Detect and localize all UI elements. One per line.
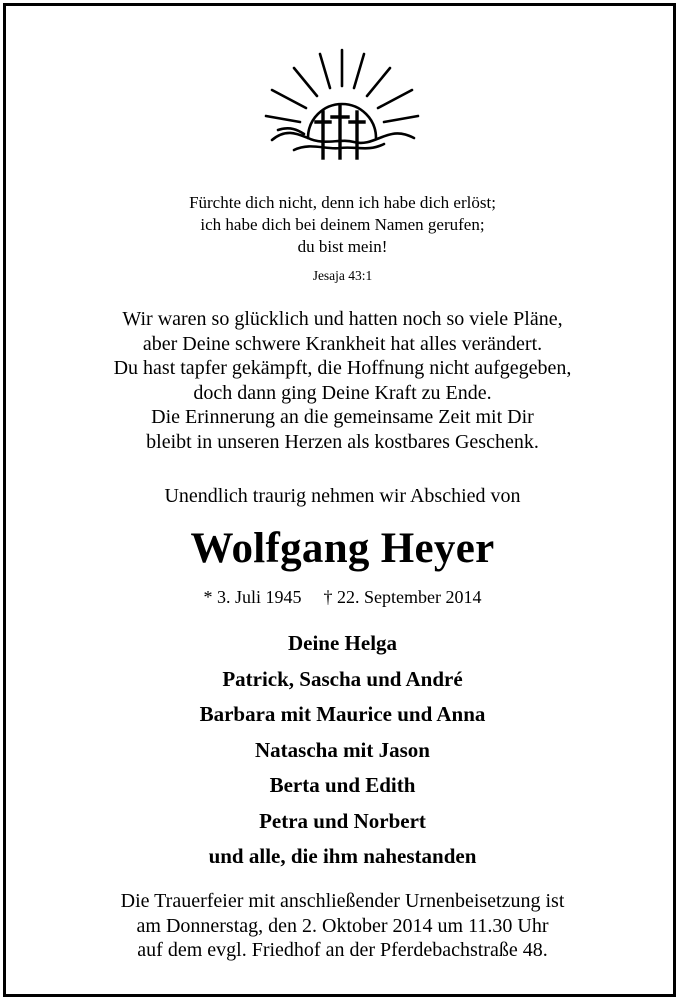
bible-verse — [6, 192, 679, 258]
mourners-list — [6, 626, 679, 875]
service-line: Die Trauerfeier mit anschließender Urnenbeisetzung ist — [120, 890, 565, 912]
memorial-line: Du hast tapfer gekämpft, die Hoffnung nicht aufgegeben, — [113, 357, 572, 379]
mourner-line: Natascha mit Jason — [254, 737, 430, 762]
farewell-intro: Unendlich traurig nehmen wir Abschied von — [164, 485, 521, 507]
three-crosses-sunrise-icon — [264, 46, 420, 168]
verse-source: Jesaja 43:1 — [312, 268, 373, 283]
life-dates — [6, 586, 679, 608]
mourner-line: Petra und Norbert — [259, 808, 426, 833]
service-line: auf dem evgl. Friedhof an der Pferdebachstraße 48. — [137, 939, 548, 961]
birth-date: * 3. Juli 1945 — [203, 587, 302, 607]
memorial-line: doch dann ging Deine Kraft zu Ende. — [193, 381, 492, 404]
verse-line: ich habe dich bei deinem Namen gerufen; — [200, 215, 485, 234]
memorial-line: Wir waren so glücklich und hatten noch so viele Pläne, — [122, 308, 563, 330]
verse-line: du bist mein! — [297, 237, 388, 256]
memorial-line: aber Deine schwere Krankheit hat alles verändert. — [142, 332, 543, 355]
mourner-line: Barbara mit Maurice und Anna — [199, 702, 486, 726]
mourner-line: Deine Helga — [287, 631, 398, 655]
verse-line: Fürchte dich nicht, denn ich habe dich erlöst; — [189, 193, 496, 212]
memorial-line: bleibt in unseren Herzen als kostbares Geschenk. — [146, 430, 539, 453]
obituary-frame — [3, 3, 676, 997]
mourner-line: und alle, die ihm nahestanden — [208, 844, 477, 868]
funeral-service-info — [6, 889, 679, 963]
memorial-text — [6, 307, 679, 454]
mourner-line: Patrick, Sascha und André — [222, 666, 463, 691]
memorial-line: Die Erinnerung an die gemeinsame Zeit mit Dir — [151, 406, 534, 428]
mourner-line: Berta und Edith — [269, 773, 416, 797]
death-date: † 22. September 2014 — [323, 587, 482, 607]
deceased-name: Wolfgang Heyer — [190, 525, 495, 572]
service-line: am Donnerstag, den 2. Oktober 2014 um 11.30 Uhr — [136, 914, 549, 937]
